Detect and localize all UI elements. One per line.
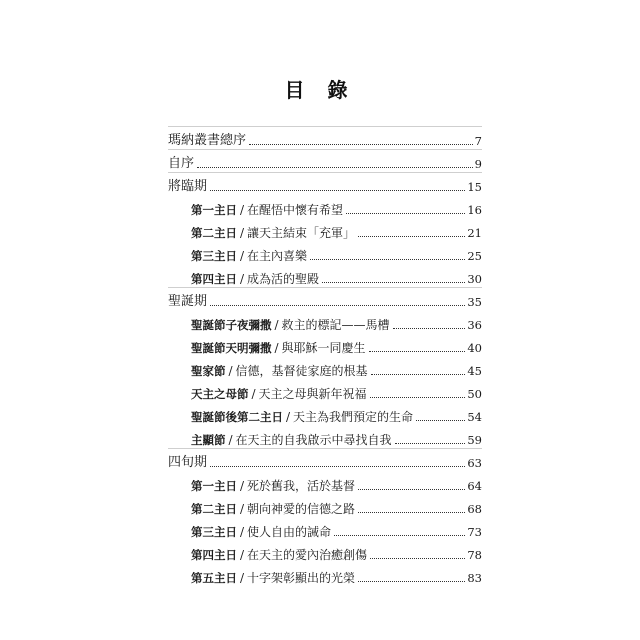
toc-entry-separator: / (286, 410, 291, 424)
toc-page-number: 16 (467, 203, 482, 217)
toc-entry-separator: / (240, 249, 245, 263)
toc-entry-separator: / (240, 226, 245, 240)
toc-entry-title: 聖誕節後第二主日 (191, 410, 283, 424)
toc-entry-title: 聖誕節子夜彌撒 (191, 318, 272, 332)
toc-entry-separator: / (228, 364, 233, 378)
toc-entry-subtitle: 信德，基督徒家庭的根基 (235, 364, 368, 378)
dot-leader (395, 443, 466, 444)
toc-entry-subtitle: 使人自由的誡命 (247, 525, 332, 539)
toc-page-number: 54 (467, 410, 482, 424)
toc-entry-subtitle: 十字架彰顯出的光榮 (247, 571, 356, 585)
dot-leader (358, 236, 465, 237)
dot-leader (210, 466, 465, 467)
toc-sub-entry (191, 404, 482, 424)
toc-entry-separator: / (240, 272, 245, 286)
toc-entry-title: 第四主日 (191, 548, 237, 562)
toc-entry-subtitle: 天主為我們預定的生命 (293, 410, 414, 424)
section-divider (168, 448, 482, 449)
toc-entry-title: 第三主日 (191, 525, 237, 539)
toc-part-entry (168, 128, 482, 148)
toc-page-number: 36 (467, 318, 482, 332)
dot-leader (371, 374, 466, 375)
toc-sub-entry (191, 496, 482, 516)
toc-page-number: 7 (474, 134, 482, 148)
toc-page-number: 40 (467, 341, 482, 355)
dot-leader (310, 259, 465, 260)
toc-sub-entry (191, 519, 482, 539)
toc-entry-separator: / (274, 341, 279, 355)
dot-leader (334, 535, 465, 536)
section-divider (168, 149, 482, 150)
toc-sub-entry (191, 335, 482, 355)
dot-leader (416, 420, 465, 421)
toc-page-number: 83 (467, 571, 482, 585)
toc-page-number: 30 (467, 272, 482, 286)
toc-sub-entry (191, 358, 482, 378)
toc-entry-separator: / (240, 571, 245, 585)
toc-sub-entry (191, 427, 482, 447)
toc-entry-separator: / (240, 502, 245, 516)
toc-sub-entry (191, 220, 482, 240)
toc-sub-entry (191, 312, 482, 332)
toc-entry-separator: / (240, 479, 245, 493)
toc-entry-subtitle: 讓天主結束「充軍」 (247, 226, 356, 240)
toc-page-number: 78 (467, 548, 482, 562)
toc-page-number: 59 (467, 433, 482, 447)
toc-entry-title: 第三主日 (191, 249, 237, 263)
toc-entry-separator: / (240, 203, 245, 217)
toc-entry-title: 第一主日 (191, 479, 237, 493)
toc-entry-subtitle: 死於舊我，活於基督 (247, 479, 356, 493)
toc-entry-subtitle: 與耶穌一同慶生 (281, 341, 366, 355)
toc-entry-title: 四旬期 (168, 455, 208, 470)
toc-entry-separator: / (251, 387, 256, 401)
toc-entry-subtitle: 天主之母與新年祝福 (258, 387, 367, 401)
dot-leader (210, 305, 465, 306)
toc-entry-subtitle: 在醒悟中懷有希望 (247, 203, 344, 217)
toc-page-number: 45 (467, 364, 482, 378)
toc-entry-subtitle: 在天主的自我啟示中尋找自我 (235, 433, 392, 447)
toc-entry-title: 聖家節 (191, 364, 226, 378)
toc-sub-entry (191, 565, 482, 585)
toc-page-number: 68 (467, 502, 482, 516)
toc-entry-separator: / (240, 525, 245, 539)
dot-leader (358, 489, 465, 490)
toc-entry-title: 第五主日 (191, 571, 237, 585)
section-divider (168, 126, 482, 127)
toc-entry-title: 天主之母節 (191, 387, 249, 401)
toc-entry-title: 第二主日 (191, 502, 237, 516)
toc-page-number: 15 (467, 180, 482, 194)
toc-entry-subtitle: 在主內喜樂 (247, 249, 308, 263)
toc-page-number: 35 (467, 295, 482, 309)
toc-entry-separator: / (240, 548, 245, 562)
toc-entry-title: 主顯節 (191, 433, 226, 447)
page-title: 目 錄 (284, 78, 356, 102)
toc-part-entry (168, 174, 482, 194)
toc-sub-entry (191, 197, 482, 217)
dot-leader (249, 144, 473, 145)
dot-leader (358, 581, 465, 582)
toc-entry-title: 聖誕期 (168, 294, 208, 309)
toc-entry-title: 第二主日 (191, 226, 237, 240)
toc-entry-title: 將臨期 (168, 179, 208, 194)
toc-page-number: 63 (467, 456, 482, 470)
toc-sub-entry (191, 473, 482, 493)
section-divider (168, 287, 482, 288)
toc-entry-title: 第四主日 (191, 272, 237, 286)
toc-page-number: 9 (474, 157, 482, 171)
toc-entry-subtitle: 在天主的愛內治癒創傷 (247, 548, 368, 562)
dot-leader (370, 558, 465, 559)
dot-leader (346, 213, 465, 214)
dot-leader (369, 351, 466, 352)
toc-entry-separator: / (274, 318, 279, 332)
toc-sub-entry (191, 243, 482, 263)
toc-page-number: 25 (467, 249, 482, 263)
toc-sub-entry (191, 381, 482, 401)
dot-leader (393, 328, 466, 329)
toc-entry-title: 第一主日 (191, 203, 237, 217)
toc-page-number: 50 (467, 387, 482, 401)
toc-part-entry (168, 151, 482, 171)
toc-page-number: 21 (467, 226, 482, 240)
toc-entry-title: 瑪納叢書總序 (168, 133, 247, 148)
toc-sub-entry (191, 542, 482, 562)
toc-entry-subtitle: 朝向神愛的信德之路 (247, 502, 356, 516)
dot-leader (322, 282, 465, 283)
toc-entry-title: 自序 (168, 156, 195, 171)
toc-entry-title: 聖誕節天明彌撒 (191, 341, 272, 355)
toc-part-entry (168, 450, 482, 470)
dot-leader (358, 512, 465, 513)
section-divider (168, 172, 482, 173)
toc-entry-separator: / (228, 433, 233, 447)
dot-leader (370, 397, 466, 398)
toc-part-entry (168, 289, 482, 309)
toc-sub-entry (191, 266, 482, 286)
toc-entry-subtitle: 救主的標記——馬槽 (281, 318, 390, 332)
toc-entry-subtitle: 成為活的聖殿 (247, 272, 320, 286)
dot-leader (197, 167, 473, 168)
toc-page-number: 64 (467, 479, 482, 493)
toc-page-number: 73 (467, 525, 482, 539)
dot-leader (210, 190, 465, 191)
